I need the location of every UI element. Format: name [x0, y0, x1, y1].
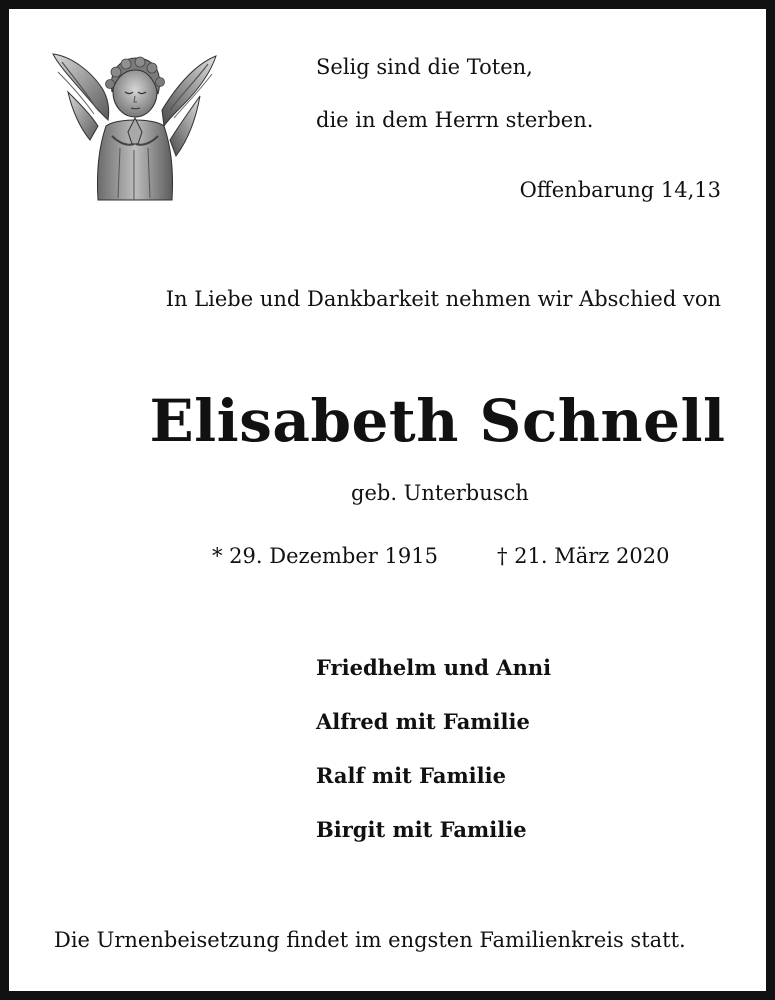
- mourner-item: Friedhelm und Anni: [316, 655, 552, 680]
- verse-line-2: die in dem Herrn sterben.: [316, 108, 594, 132]
- death-date: † 21. März 2020: [497, 544, 670, 568]
- burial-notice: Die Urnenbeisetzung findet im engsten Familienkreis statt.: [54, 928, 686, 952]
- birth-date: * 29. Dezember 1915: [212, 544, 438, 568]
- mourner-item: Ralf mit Familie: [316, 763, 506, 788]
- verse-line-1: Selig sind die Toten,: [316, 55, 533, 79]
- praying-angel-statue-icon: [50, 48, 222, 204]
- mourner-item: Birgit mit Familie: [316, 817, 527, 842]
- deceased-name: Elisabeth Schnell: [149, 387, 726, 455]
- verse-reference: Offenbarung 14,13: [519, 178, 721, 202]
- mourner-item: Alfred mit Familie: [316, 709, 530, 734]
- intro-text: In Liebe und Dankbarkeit nehmen wir Abschied von: [165, 287, 721, 311]
- maiden-name: geb. Unterbusch: [351, 481, 529, 505]
